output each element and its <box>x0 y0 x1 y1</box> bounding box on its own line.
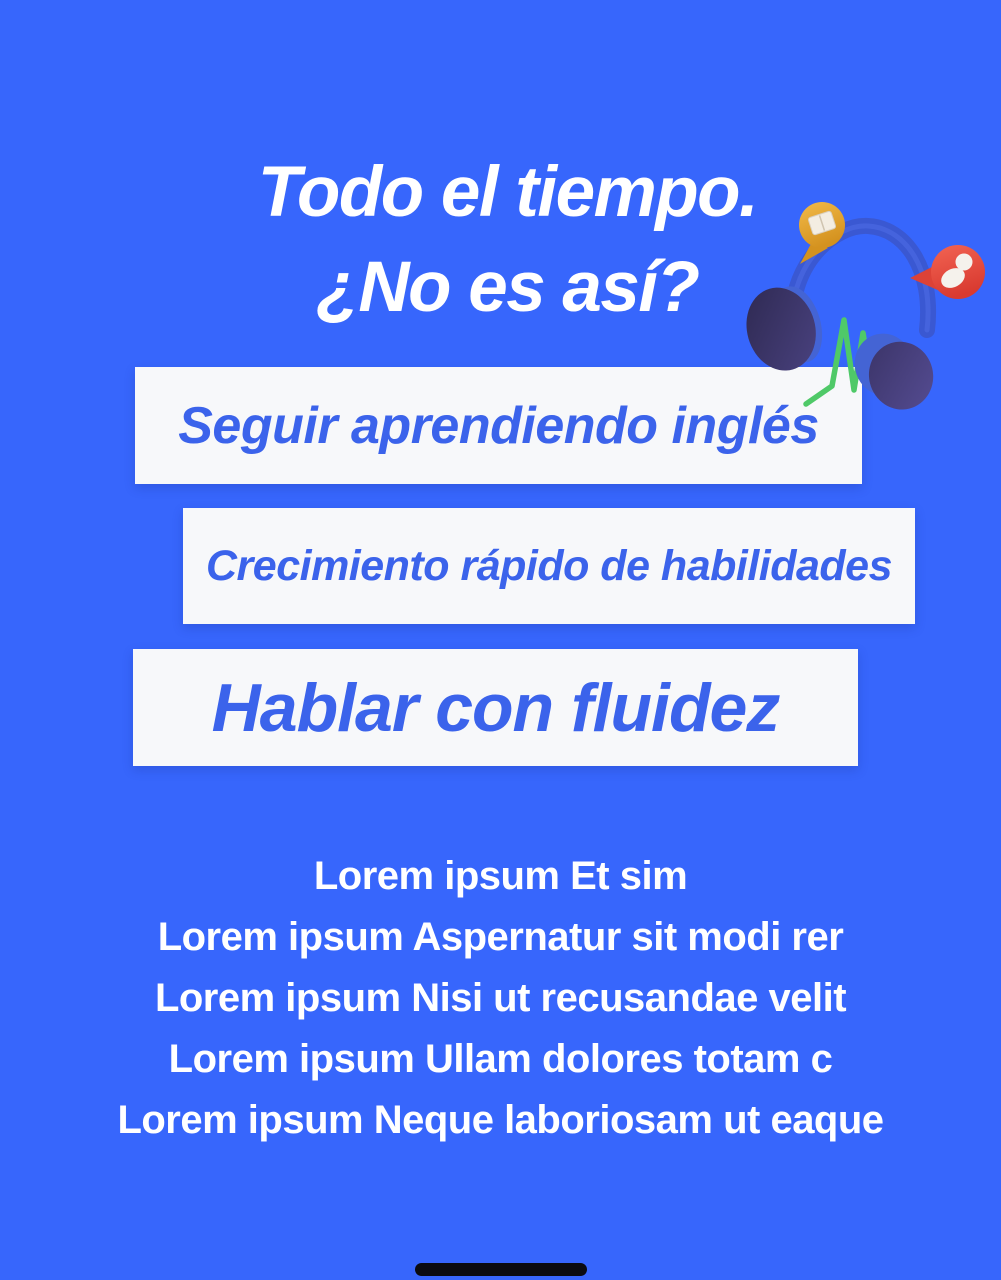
headphones-illustration <box>740 178 1000 424</box>
page-title-line-1: Todo el tiempo. <box>257 153 758 232</box>
page-title-line-2: ¿No es así? <box>316 248 699 327</box>
list-item: Lorem ipsum Et sim <box>313 854 688 898</box>
list-item: Lorem ipsum Nisi ut recusandae velit <box>154 976 847 1020</box>
list-item: Lorem ipsum Neque laboriosam ut eaque <box>117 1098 884 1142</box>
highlight-skill-growth-label: Crecimiento rápido de habilidades <box>206 541 892 590</box>
highlight-skill-growth <box>183 508 915 624</box>
home-indicator[interactable] <box>415 1263 587 1276</box>
highlight-speak-fluently-label: Hablar con fluidez <box>211 669 780 746</box>
list-item: Lorem ipsum Ullam dolores totam c <box>168 1037 833 1081</box>
highlight-keep-learning-label: Seguir aprendiendo inglés <box>178 396 819 455</box>
highlight-speak-fluently <box>133 649 858 766</box>
benefits-list <box>0 846 1001 1151</box>
list-item: Lorem ipsum Aspernatur sit modi rer <box>157 915 844 959</box>
